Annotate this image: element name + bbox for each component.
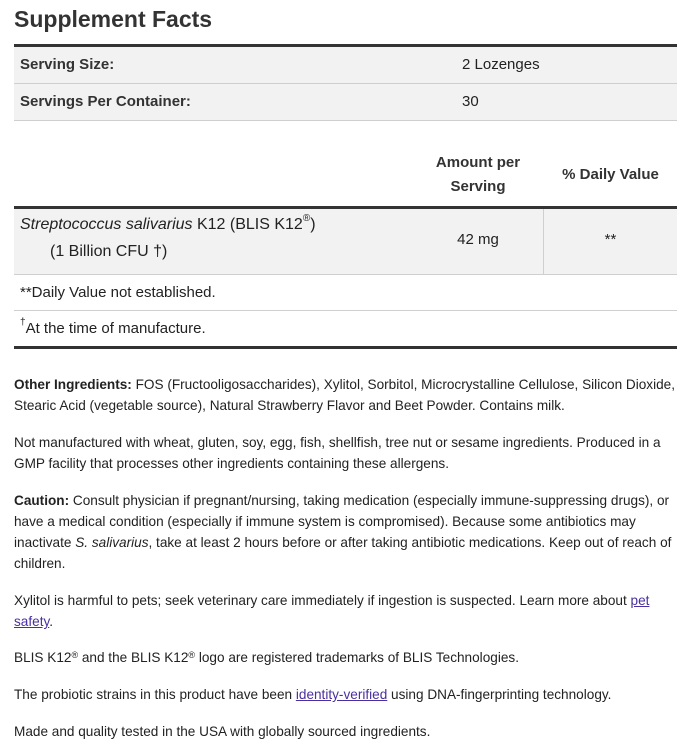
trademark-part-2: and the BLIS K12: [78, 650, 189, 665]
caution-text-1: Consult physician if pregnant/nursing, taking medication (especially immune-suppressing drugs), or have a medical condition (especially if immune system is compromised). Because some antibiotics may inactivate: [14, 493, 670, 550]
footnote-dagger: [20, 317, 206, 337]
amount-header-line2: Serving: [450, 178, 506, 195]
registered-mark: ®: [188, 650, 196, 660]
row-divider: [14, 310, 677, 311]
serving-size-label: Serving Size:: [20, 56, 115, 73]
page-title: Supplement Facts: [14, 6, 213, 32]
trademark-part-3: logo are registered trademarks of BLIS Technologies.: [195, 650, 519, 665]
caution-label: Caution:: [14, 493, 70, 508]
ingredient-name-close: ): [310, 216, 316, 233]
caution-paragraph: [14, 490, 678, 574]
ingredient-name-rest: K12 (BLIS K12: [192, 216, 303, 233]
footnote-daily-value: **Daily Value not established.: [20, 284, 216, 301]
trademark-paragraph: [14, 647, 678, 668]
xylitol-text: Xylitol is harmful to pets; seek veterinary care immediately if ingestion is suspected. Learn more about: [14, 593, 631, 608]
row-divider: [14, 274, 677, 275]
probiotic-end: using DNA-fingerprinting technology.: [387, 687, 612, 702]
amount-header-line1: Amount per: [435, 154, 521, 171]
other-ingredients-text: FOS (Fructooligosaccharides), Xylitol, Sorbitol, Microcrystalline Cellulose, Silicon Dioxide, Stearic Acid (vegetable source), Natural Strawberry Flavor and Beet Powder. Contains milk.: [14, 377, 676, 413]
bottom-rule: [14, 346, 677, 349]
other-ingredients-label: Other Ingredients:: [14, 377, 132, 392]
trademark-part-1: BLIS K12: [14, 650, 72, 665]
other-ingredients-paragraph: [14, 374, 678, 416]
ingredient-daily-value: **: [604, 231, 617, 248]
ingredient-amount: 42 mg: [457, 231, 499, 248]
probiotic-paragraph: [14, 684, 678, 705]
registered-mark: ®: [302, 213, 311, 224]
xylitol-end: .: [49, 614, 54, 629]
ingredient-name: [20, 213, 316, 234]
made-in-paragraph: Made and quality tested in the USA with globally sourced ingredients.: [14, 724, 431, 739]
xylitol-paragraph: [14, 590, 678, 632]
caution-text-2: , take at least 2 hours before or after taking antibiotic medications. Keep out of reach of children.: [14, 535, 672, 571]
ingredient-cfu: (1 Billion CFU †): [50, 243, 168, 260]
servings-per-container-label: Servings Per Container:: [20, 93, 191, 110]
serving-size-value: 2 Lozenges: [462, 56, 540, 73]
servings-per-container-value: 30: [462, 93, 479, 110]
daily-value-header: % Daily Value: [562, 166, 659, 183]
dagger-text: At the time of manufacture.: [25, 320, 206, 337]
pet-safety-link[interactable]: pet safety: [14, 593, 650, 629]
registered-mark: ®: [71, 650, 79, 660]
dagger-symbol: †: [20, 317, 26, 328]
ingredient-name-italic: Streptococcus salivarius: [20, 216, 193, 233]
amount-per-serving-header: [412, 151, 544, 199]
caution-italic: S. salivarius: [75, 535, 149, 550]
probiotic-text: The probiotic strains in this product have been: [14, 687, 296, 702]
allergens-paragraph: Not manufactured with wheat, gluten, soy, egg, fish, shellfish, tree nut or sesame ingredients. Produced in a GMP facility that processes other ingredients containing these allergens.: [14, 435, 661, 471]
identity-verified-link[interactable]: identity-verified: [295, 687, 388, 702]
row-divider: [14, 120, 677, 121]
